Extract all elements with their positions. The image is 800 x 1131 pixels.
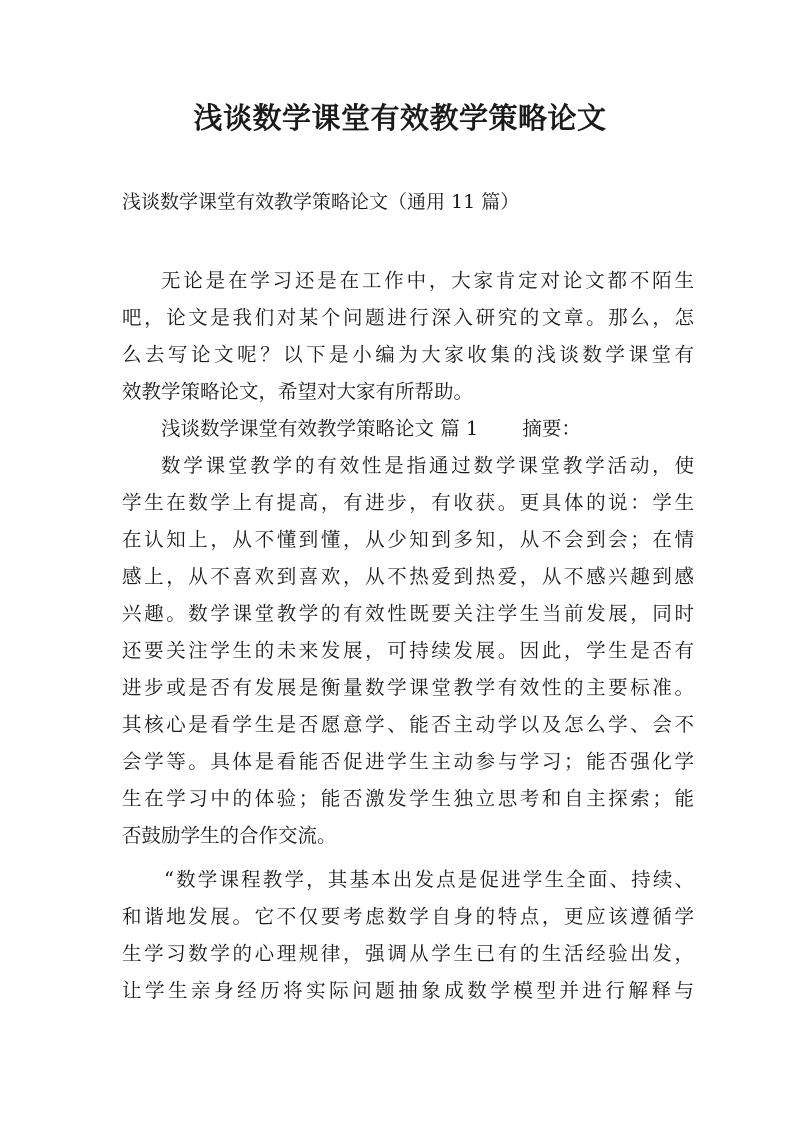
- paragraph-line: 进步或是否有发展是衡量数学课堂教学有效性的主要标准。: [122, 676, 694, 699]
- document-subtitle: 浅谈数学课堂有效教学策略论文（通用 11 篇）: [122, 191, 520, 213]
- paragraph-line: 吧，论文是我们对某个问题进行深入研究的文章。那么，怎: [122, 306, 694, 329]
- paragraph-line: “数学课程教学，其基本出发点是促进学生全面、持续、: [164, 868, 694, 891]
- paragraph-line: 在认知上，从不懂到懂，从少知到多知，从不会到会；在情: [122, 528, 694, 551]
- paragraph-line: 生在学习中的体验；能否激发学生独立思考和自主探索；能: [122, 787, 694, 810]
- body-paragraph: [122, 861, 694, 1009]
- document-title: 浅谈数学课堂有效教学策略论文: [193, 101, 607, 135]
- article-heading: 浅谈数学课堂有效教学策略论文 篇 1: [161, 417, 479, 440]
- paragraph-line: 其核心是看学生是否愿意学、能否主动学以及怎么学、会不: [122, 713, 694, 736]
- article-heading-line: [122, 410, 694, 447]
- paragraph-line: 让学生亲身经历将实际问题抽象成数学模型并进行解释与: [122, 979, 694, 1002]
- document-body: [122, 262, 694, 1009]
- paragraph-line: 学生在数学上有提高，有进步，有收获。更具体的说：学生: [122, 491, 694, 514]
- paragraph-line: 和谐地发展。它不仅要考虑数学自身的特点，更应该遵循学: [122, 905, 694, 928]
- paragraph-line: 生学习数学的心理规律，强调从学生已有的生活经验出发，: [122, 942, 694, 965]
- paragraph-line: 感上，从不喜欢到喜欢，从不热爱到热爱，从不感兴趣到感: [122, 565, 694, 588]
- paragraph-line: 还要关注学生的未来发展，可持续发展。因此，学生是否有: [122, 639, 694, 662]
- abstract-paragraph: [122, 447, 694, 854]
- paragraph-line: 会学等。具体是看能否促进学生主动参与学习；能否强化学: [122, 750, 694, 773]
- paragraph-line: 数学课堂教学的有效性是指通过数学课堂教学活动，使: [161, 454, 694, 477]
- paragraph-line: 么去写论文呢？以下是小编为大家收集的浅谈数学课堂有: [122, 343, 694, 366]
- paragraph-line: 否鼓励学生的合作交流。: [122, 824, 337, 847]
- paragraph-spacer: [122, 854, 694, 861]
- paragraph-line: 兴趣。数学课堂教学的有效性既要关注学生当前发展，同时: [122, 602, 694, 625]
- paragraph-line: 效教学策略论文，希望对大家有所帮助。: [122, 380, 474, 403]
- abstract-label: 摘要：: [522, 417, 581, 440]
- paragraph-line: 无论是在学习还是在工作中，大家肯定对论文都不陌生: [161, 269, 694, 292]
- intro-paragraph: [122, 262, 694, 410]
